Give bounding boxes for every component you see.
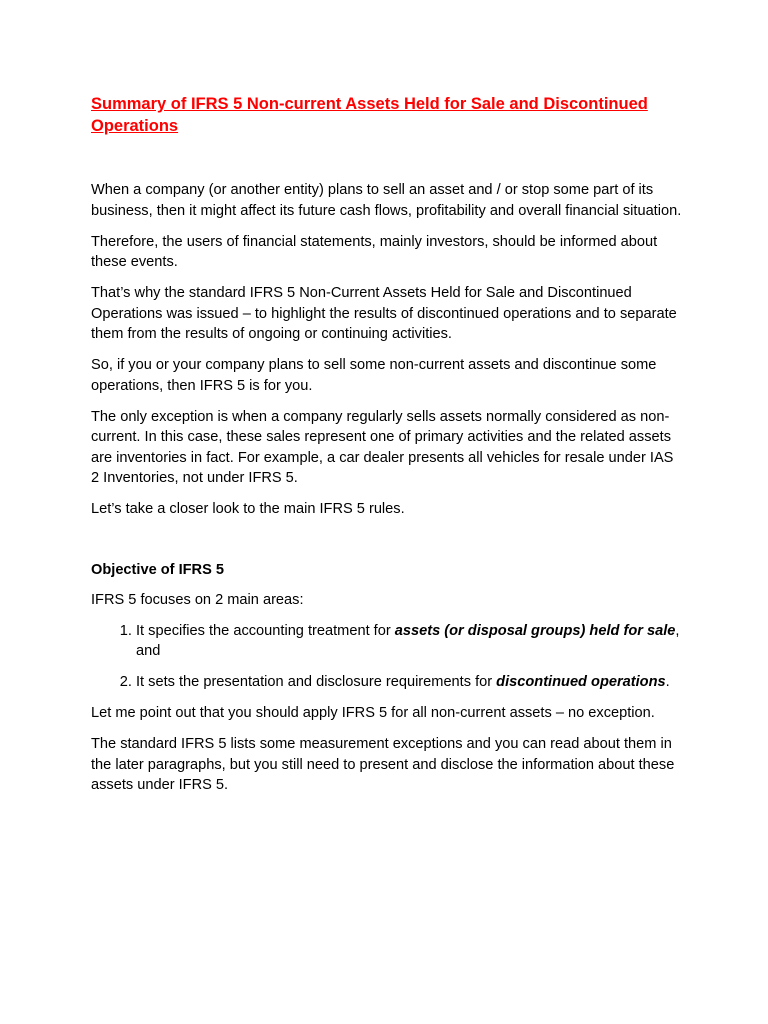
objective-list	[91, 621, 683, 693]
list-item-emphasis: discontinued operations	[496, 674, 666, 690]
intro-paragraph-1: When a company (or another entity) plans to sell an asset and / or stop some part of its business, then it might affect its future cash flows, profitability and overall financial situation.	[91, 182, 682, 219]
after-paragraph-2: The standard IFRS 5 lists some measurement exceptions and you can read about them in the later paragraphs, but you still need to present and disclose the information about these assets under IFRS 5.	[91, 736, 675, 793]
after-paragraph-1: Let me point out that you should apply IFRS 5 for all non-current assets – no exception.	[91, 705, 655, 721]
intro-paragraph-4: So, if you or your company plans to sell some non-current assets and discontinue some operations, then IFRS 5 is for you.	[91, 357, 657, 394]
document-title: Summary of IFRS 5 Non-current Assets Held for Sale and Discontinued Operations	[91, 95, 648, 135]
list-item-text: It sets the presentation and disclosure requirements for	[136, 674, 497, 690]
list-item-emphasis: assets (or disposal groups) held for sale	[394, 622, 676, 639]
list-item-text: It specifies the accounting treatment for	[136, 622, 395, 639]
intro-paragraph-3: That’s why the standard IFRS 5 Non-Current Assets Held for Sale and Discontinued Operations was issued – to highlight the results of discontinued operations and to separate them from the results of ongoing or continuing activities.	[91, 285, 677, 342]
list-item	[136, 672, 683, 693]
intro-paragraph-6: Let’s take a closer look to the main IFRS 5 rules.	[91, 501, 405, 517]
section-heading-objective: Objective of IFRS 5	[91, 561, 224, 578]
list-item	[136, 621, 683, 662]
intro-paragraph-2: Therefore, the users of financial statements, mainly investors, should be informed about these events.	[91, 233, 658, 270]
document-body	[91, 180, 683, 806]
list-item-text: , and	[136, 622, 680, 659]
list-item-text: .	[665, 674, 670, 690]
intro-paragraph-5: The only exception is when a company regularly sells assets normally considered as non-current. In this case, these sales represent one of primary activities and the related assets are inventories in fact. For example, a car dealer presents all vehicles for resale under IAS 2 Inventories, not under IFRS 5.	[91, 408, 674, 486]
section-intro: IFRS 5 focuses on 2 main areas:	[91, 591, 304, 608]
